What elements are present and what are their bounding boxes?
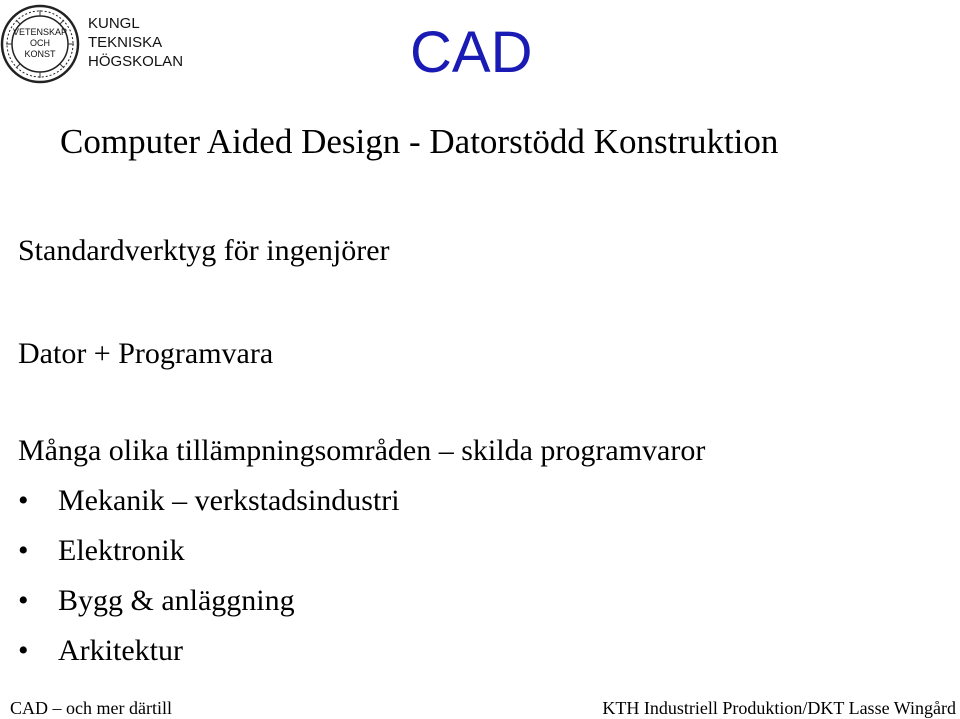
bullet-text-elektronik: Elektronik	[58, 534, 185, 567]
seal-text-2: OCH	[30, 38, 50, 48]
seal-text-1: VETENSKAP	[12, 27, 68, 37]
footer-left: CAD – och mer därtill	[10, 698, 172, 718]
kth-name-line-1: KUNGL	[88, 15, 140, 32]
bullet-icon: •	[18, 534, 29, 567]
seal-text-3: KONST	[24, 49, 56, 59]
bullet-text-bygg: Bygg & anläggning	[58, 584, 295, 617]
footer-right: KTH Industriell Produktion/DKT Lasse Wingård	[602, 698, 956, 718]
bullet-icon: •	[18, 484, 29, 517]
kth-seal-icon	[0, 4, 80, 84]
kth-logo	[0, 4, 200, 84]
bullet-icon: •	[18, 584, 29, 617]
bullet-text-arkitektur: Arkitektur	[58, 634, 183, 667]
bullet-text-mekanik: Mekanik – verkstadsindustri	[58, 484, 400, 517]
kth-name-line-2: TEKNISKA	[88, 34, 163, 51]
kth-name	[88, 14, 183, 71]
bullet-icon: •	[18, 634, 29, 667]
text-line-standardverktyg: Standardverktyg för ingenjörer	[18, 234, 390, 267]
slide-title: CAD	[410, 20, 533, 85]
slide-subtitle: Computer Aided Design - Datorstödd Konstruktion	[60, 122, 779, 161]
text-line-dator: Dator + Programvara	[18, 337, 274, 370]
kth-name-line-3: HÖGSKOLAN	[88, 53, 184, 70]
text-line-tillampningsomraden: Många olika tillämpningsområden – skilda programvaror	[18, 434, 706, 467]
